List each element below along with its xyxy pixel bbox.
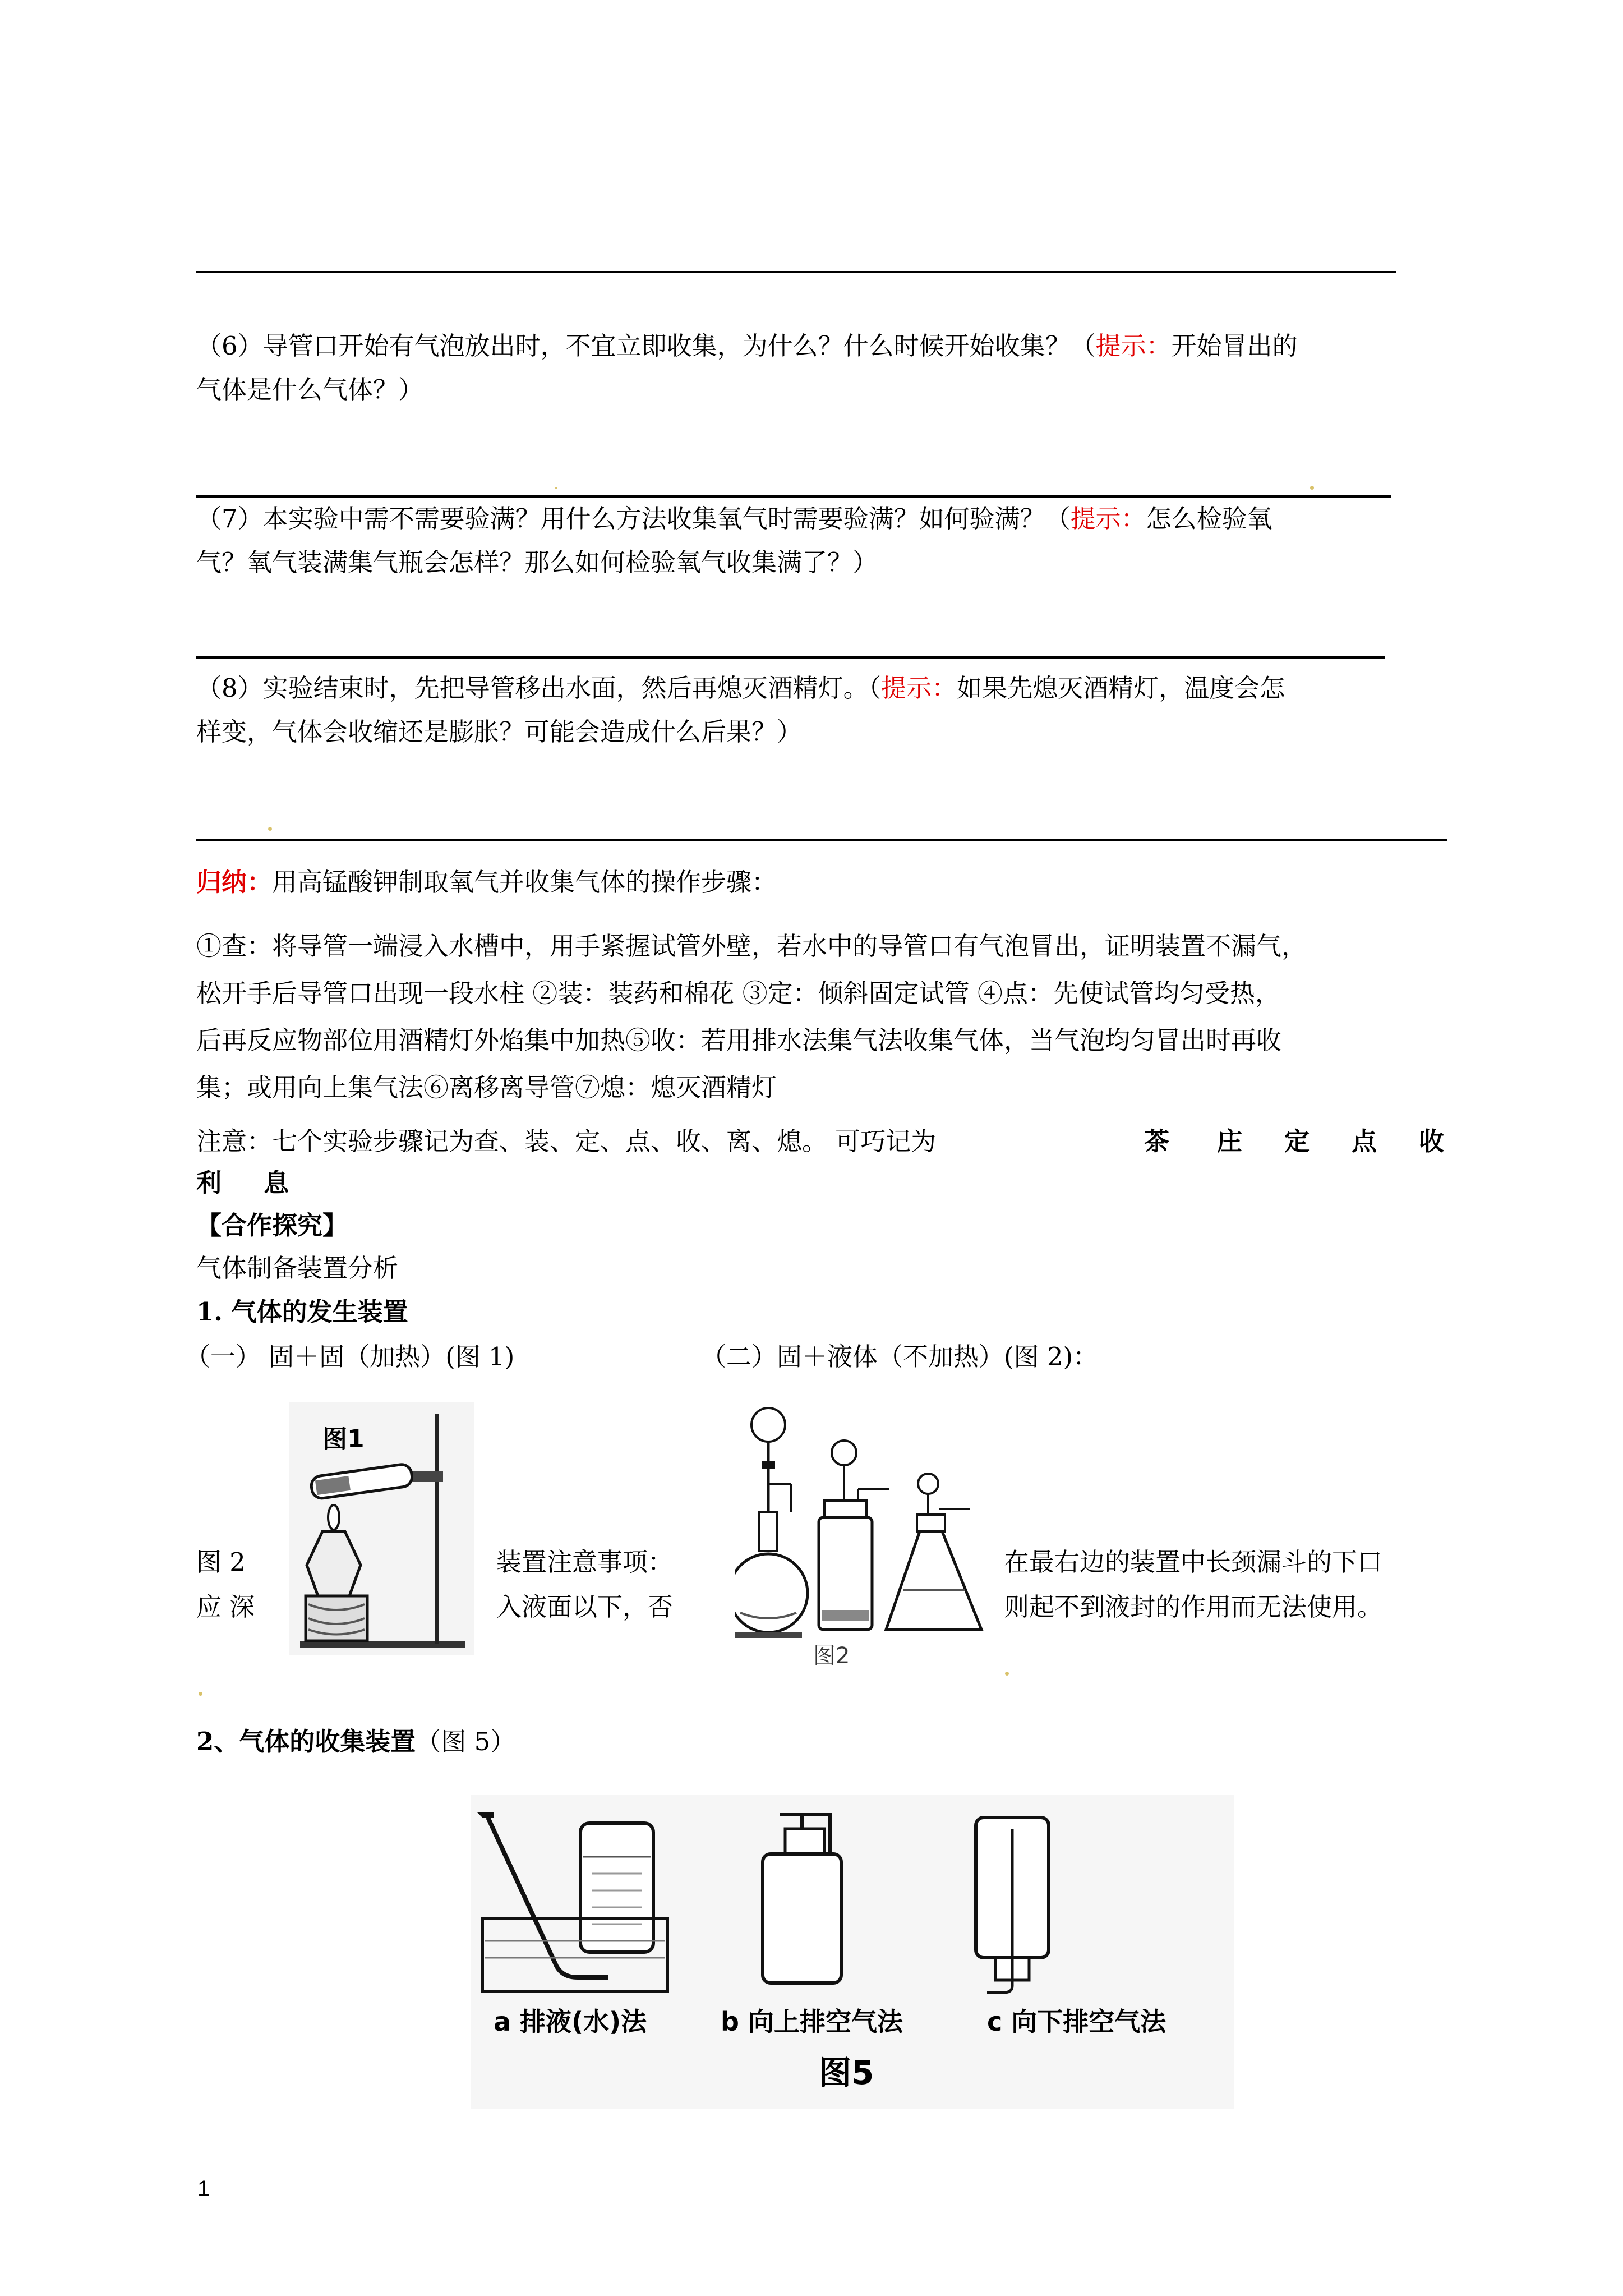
side-text-right: 则起不到液封的作用而无法使用。 xyxy=(1004,1592,1383,1622)
subheading-solid-solid: （一） 固＋固（加热）(图 1) xyxy=(185,1342,515,1372)
mnemonic-char: 茶 xyxy=(1144,1126,1170,1156)
summary-step-line: 后再反应物部位用酒精灯外焰集中加热⑤收：若用排水法集气法收集气体，当气泡均匀冒出时再收 xyxy=(196,1025,1282,1055)
hint-text: 如果先熄灭酒精灯，温度会怎 xyxy=(957,673,1285,703)
side-text-middle: 装置注意事项： xyxy=(496,1547,674,1577)
question-7-line2: 气？氧气装满集气瓶会怎样？那么如何检验氧气收集满了？） xyxy=(196,547,878,577)
question-7 xyxy=(196,499,1272,539)
hint-text: 开始冒出的 xyxy=(1171,331,1298,361)
mnemonic-char: 息 xyxy=(264,1168,289,1198)
figure-5-label-a: a 排液(水)法 xyxy=(494,2007,647,2037)
question-number: （7） xyxy=(196,504,263,533)
section-title: 【合作探究】 xyxy=(196,1211,348,1240)
hint-label: 提示： xyxy=(1070,504,1146,533)
hint-text: 怎么检验氧 xyxy=(1146,504,1272,533)
summary-step-line: ①查：将导管一端浸入水槽中，用手紧握试管外壁，若水中的导管口有气泡冒出，证明装置不漏气， xyxy=(196,931,1307,961)
scan-speck xyxy=(555,487,557,489)
heading-generation-apparatus: 1. 气体的发生装置 xyxy=(196,1297,408,1327)
figure-5-collection-methods xyxy=(471,1795,1234,2109)
hint-label: 提示： xyxy=(881,673,957,703)
summary-text: 用高锰酸钾制取氧气并收集气体的操作步骤： xyxy=(272,867,777,897)
side-text-right: 在最右边的装置中长颈漏斗的下口 xyxy=(1004,1547,1383,1577)
side-text-middle: 入液面以下，否 xyxy=(496,1592,674,1622)
summary-step-line: 松开手后导管口出现一段水柱 ②装：装药和棉花 ③定：倾斜固定试管 ④点：先使试管均匀受热， xyxy=(196,978,1280,1008)
figure-1-caption: 图1 xyxy=(322,1425,365,1453)
question-8 xyxy=(196,669,1285,708)
scan-speck xyxy=(1310,486,1314,490)
hint-label: 提示： xyxy=(1095,331,1172,361)
question-text: 本实验中需不需要验满？用什么方法收集氧气时需要验满？如何验满？（ xyxy=(262,504,1071,533)
subheading-solid-liquid: （二）固＋液体（不加热）(图 2)： xyxy=(701,1342,1099,1372)
figure-5-label-c: c 向下排空气法 xyxy=(987,2007,1166,2037)
mnemonic-char: 收 xyxy=(1419,1126,1445,1156)
figure-2-caption: 图2 xyxy=(813,1643,850,1669)
question-number: （8） xyxy=(196,673,263,703)
side-text-left: 应 深 xyxy=(196,1592,255,1622)
mnemonic-char: 利 xyxy=(196,1168,222,1198)
answer-line xyxy=(196,656,1385,659)
mnemonic-char: 定 xyxy=(1284,1126,1310,1156)
question-text: 导管口开始有气泡放出时，不宜立即收集，为什么？什么时候开始收集？（ xyxy=(262,331,1096,361)
question-text: 实验结束时，先把导管移出水面，然后再熄灭酒精灯。（ xyxy=(262,673,882,703)
mnemonic-char: 点 xyxy=(1352,1126,1377,1156)
scan-speck xyxy=(1005,1672,1009,1676)
question-6-line2: 气体是什么气体？） xyxy=(196,375,424,404)
answer-line xyxy=(196,839,1447,841)
summary-step-line: 集；或用向上集气法⑥离移离导管⑦熄：熄灭酒精灯 xyxy=(196,1073,777,1102)
mnemonic-char: 庄 xyxy=(1217,1126,1243,1156)
question-8-line2: 样变，气体会收缩还是膨胀？可能会造成什么后果？） xyxy=(196,717,803,747)
answer-line xyxy=(196,271,1396,273)
scan-speck xyxy=(268,827,272,831)
figure-2-solid-liquid-apparatus xyxy=(735,1400,1015,1672)
figure-5-label-b: b 向上排空气法 xyxy=(721,2007,903,2037)
side-text-left: 图 2 xyxy=(196,1547,246,1577)
page-number: 1 xyxy=(197,2177,210,2201)
summary-label: 归纳： xyxy=(196,867,273,897)
note-text: 注意：七个实验步骤记为查、装、定、点、收、离、熄。 可巧记为 xyxy=(196,1126,937,1156)
question-number: （6） xyxy=(196,331,263,361)
heading-collection-apparatus: 2、气体的收集装置（图 5） xyxy=(196,1727,516,1756)
section-subtitle: 气体制备装置分析 xyxy=(196,1253,399,1283)
question-6 xyxy=(196,326,1298,366)
answer-line xyxy=(196,495,1391,498)
scan-speck xyxy=(199,1692,202,1696)
figure-5-caption: 图5 xyxy=(819,2054,874,2092)
summary-heading xyxy=(196,863,777,902)
figure-1-heating-apparatus xyxy=(289,1402,474,1655)
